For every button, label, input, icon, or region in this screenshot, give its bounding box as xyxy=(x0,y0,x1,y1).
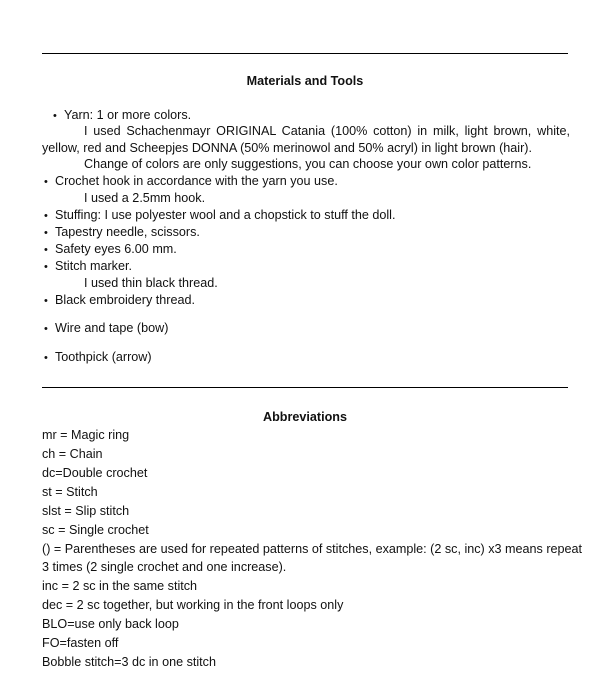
hook-label: Crochet hook in accordance with the yarn you use. xyxy=(55,174,338,188)
abbreviation-item: inc = 2 sc in the same stitch xyxy=(42,579,198,593)
bullet-icon: • xyxy=(44,295,48,307)
list-item-eyes xyxy=(44,241,177,258)
abbreviation-item: sc = Single crochet xyxy=(42,523,149,537)
list-item-hook xyxy=(44,173,338,190)
eyes-text: Safety eyes 6.00 mm. xyxy=(55,242,177,256)
bullet-icon: • xyxy=(53,110,57,122)
list-item-marker xyxy=(44,258,132,275)
bullet-icon: • xyxy=(44,176,48,188)
bullet-icon: • xyxy=(44,210,48,222)
marker-label: Stitch marker. xyxy=(55,259,132,273)
list-item-needle xyxy=(44,224,200,241)
yarn-detail-3: Change of colors are only suggestions, you can choose your own color patterns. xyxy=(84,157,532,171)
materials-heading: Materials and Tools xyxy=(246,74,364,88)
abbreviation-item: Bobble stitch=3 dc in one stitch xyxy=(42,655,216,669)
list-item-toothpick xyxy=(44,349,152,366)
abbreviation-item: mr = Magic ring xyxy=(42,428,130,442)
top-divider xyxy=(42,53,568,54)
abbreviation-item: slst = Slip stitch xyxy=(42,504,130,518)
needle-text: Tapestry needle, scissors. xyxy=(55,225,200,239)
yarn-detail-2: yellow, red and Scheepjes DONNA (50% merinowol and 50% acryl) in light brown (hair). xyxy=(42,141,532,155)
stuffing-text: Stuffing: I use polyester wool and a chopstick to stuff the doll. xyxy=(55,208,396,222)
yarn-detail-1: I used Schachenmayr ORIGINAL Catania (100% cotton) in milk, light brown, white, xyxy=(84,124,570,138)
abbreviation-item: FO=fasten off xyxy=(42,636,119,650)
abbreviation-item: ch = Chain xyxy=(42,447,103,461)
abbreviation-item: 3 times (2 single crochet and one increase). xyxy=(42,560,287,574)
abbreviation-item: dc=Double crochet xyxy=(42,466,148,480)
list-item-yarn xyxy=(53,107,191,124)
embroidery-text: Black embroidery thread. xyxy=(55,293,195,307)
bullet-icon: • xyxy=(44,352,48,364)
yarn-label: Yarn: 1 or more colors. xyxy=(64,108,192,122)
bullet-icon: • xyxy=(44,227,48,239)
abbreviations-heading: Abbreviations xyxy=(263,410,347,424)
abbreviation-item: dec = 2 sc together, but working in the front loops only xyxy=(42,598,344,612)
hook-detail: I used a 2.5mm hook. xyxy=(84,191,206,205)
bullet-icon: • xyxy=(44,261,48,273)
list-item-stuffing xyxy=(44,207,395,224)
list-item-embroidery xyxy=(44,292,195,309)
wire-text: Wire and tape (bow) xyxy=(55,321,169,335)
abbreviation-item: () = Parentheses are used for repeated patterns of stitches, example: (2 sc, inc) x3 means repeat xyxy=(42,542,583,556)
bullet-icon: • xyxy=(44,244,48,256)
list-item-wire xyxy=(44,320,168,337)
bullet-icon: • xyxy=(44,323,48,335)
marker-detail: I used thin black thread. xyxy=(84,276,218,290)
abbreviation-item: st = Stitch xyxy=(42,485,98,499)
toothpick-text: Toothpick (arrow) xyxy=(55,350,152,364)
abbreviation-item: BLO=use only back loop xyxy=(42,617,179,631)
middle-divider xyxy=(42,387,568,388)
